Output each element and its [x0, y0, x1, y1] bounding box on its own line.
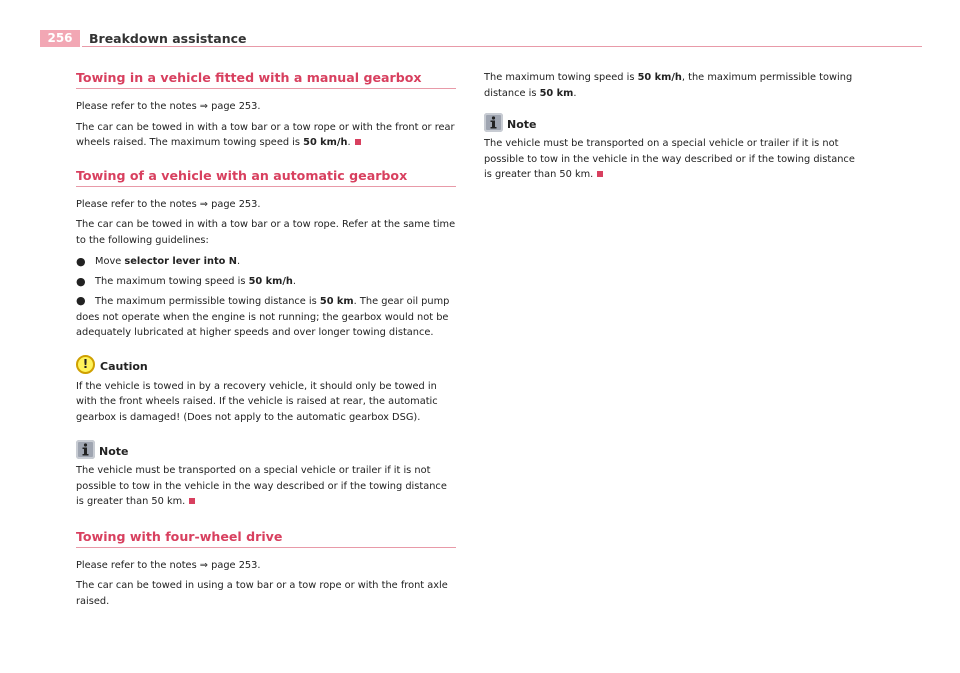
bullet-icon: ● — [76, 294, 86, 307]
section-heading-manual: Towing in a vehicle fitted with a manual gearbox — [76, 70, 456, 89]
note-header — [76, 440, 456, 459]
note-text — [484, 136, 860, 183]
info-icon — [76, 440, 95, 459]
caution-title: Caution — [100, 359, 148, 373]
body-text-end: . — [347, 137, 351, 148]
bullet-text: The maximum permissible towing distance is — [95, 296, 320, 307]
bullet-text-end: . — [292, 275, 297, 287]
section-end-marker — [355, 139, 361, 145]
header-rule — [82, 46, 922, 47]
bullet-bold: selector lever into N — [124, 256, 237, 267]
section-heading-automatic: Towing of a vehicle with an automatic gearbox — [76, 168, 456, 187]
ref-paragraph: Please refer to the notes ⇒ page 253. — [76, 101, 261, 112]
bullet-icon: ● — [76, 274, 86, 288]
bullet-text-end: . — [236, 256, 241, 267]
bullet-text-end: . The gear oil pump does not operate when the engine is not running; the gearbox would not be adequately lubricated at higher speeds and over longer towing distance. — [76, 296, 450, 338]
speed-value: 50 km/h — [303, 137, 348, 148]
bullet-text: Move — [95, 256, 125, 267]
body-text-end: . — [573, 87, 577, 99]
body-paragraph: The car can be towed in using a tow bar or a tow rope or with the front axle raised. — [76, 580, 448, 607]
info-icon — [484, 113, 503, 132]
note-body: The vehicle must be transported on a special vehicle or trailer if it is not possible to tow in the vehicle in the way described or if the towing distance is greater than 50 km. — [76, 465, 447, 507]
caution-icon: ! — [76, 355, 95, 374]
bullet-bold: 50 km/h — [248, 275, 293, 287]
page-number: 256 — [40, 30, 80, 47]
caution-header — [76, 355, 456, 374]
speed-value: 50 km/h — [637, 72, 682, 83]
distance-value: 50 km — [539, 87, 574, 99]
list-item — [76, 254, 456, 270]
body-text-mid: , the maximum permissible towing distance is — [484, 72, 853, 99]
section-end-marker — [189, 498, 195, 504]
ref-paragraph: Please refer to the notes ⇒ page 253. — [76, 559, 261, 571]
bullet-bold: 50 km — [319, 296, 354, 307]
list-item — [76, 293, 456, 341]
bullet-icon: ● — [76, 255, 86, 268]
body-paragraph: The car can be towed in with a tow bar or a tow rope. Refer at the same time to the following guidelines: — [76, 219, 456, 246]
note-title: Note — [99, 445, 129, 458]
left-column — [76, 70, 456, 609]
body-paragraph — [484, 70, 860, 101]
bullet-text: The maximum towing speed is — [95, 275, 249, 287]
body-text: The car can be towed in with a tow bar or a tow rope or with the front or rear wheels raised. The maximum towing speed is — [76, 121, 455, 148]
note-title: Note — [507, 118, 537, 131]
ref-paragraph: Please refer to the notes ⇒ page 253. — [76, 198, 261, 210]
body-paragraph — [76, 120, 456, 151]
note-body: The vehicle must be transported on a special vehicle or trailer if it is not possible to tow in the vehicle in the way described or if the towing distance is greater than 50 km. — [484, 138, 855, 180]
list-item — [76, 274, 456, 290]
section-end-marker — [597, 171, 603, 177]
section-heading-fourwheel: Towing with four-wheel drive — [76, 529, 456, 548]
note-header — [484, 113, 860, 132]
caution-text: If the vehicle is towed in by a recovery vehicle, it should only be towed in with the front wheels raised. If the vehicle is raised at rear, the automatic gearbox is damaged! (Does not apply to the automatic gearbox DSG). — [76, 380, 438, 423]
page-header-title: Breakdown assistance — [89, 31, 247, 46]
body-text: The maximum towing speed is — [484, 72, 638, 83]
right-column — [484, 70, 860, 183]
note-text — [76, 463, 456, 510]
